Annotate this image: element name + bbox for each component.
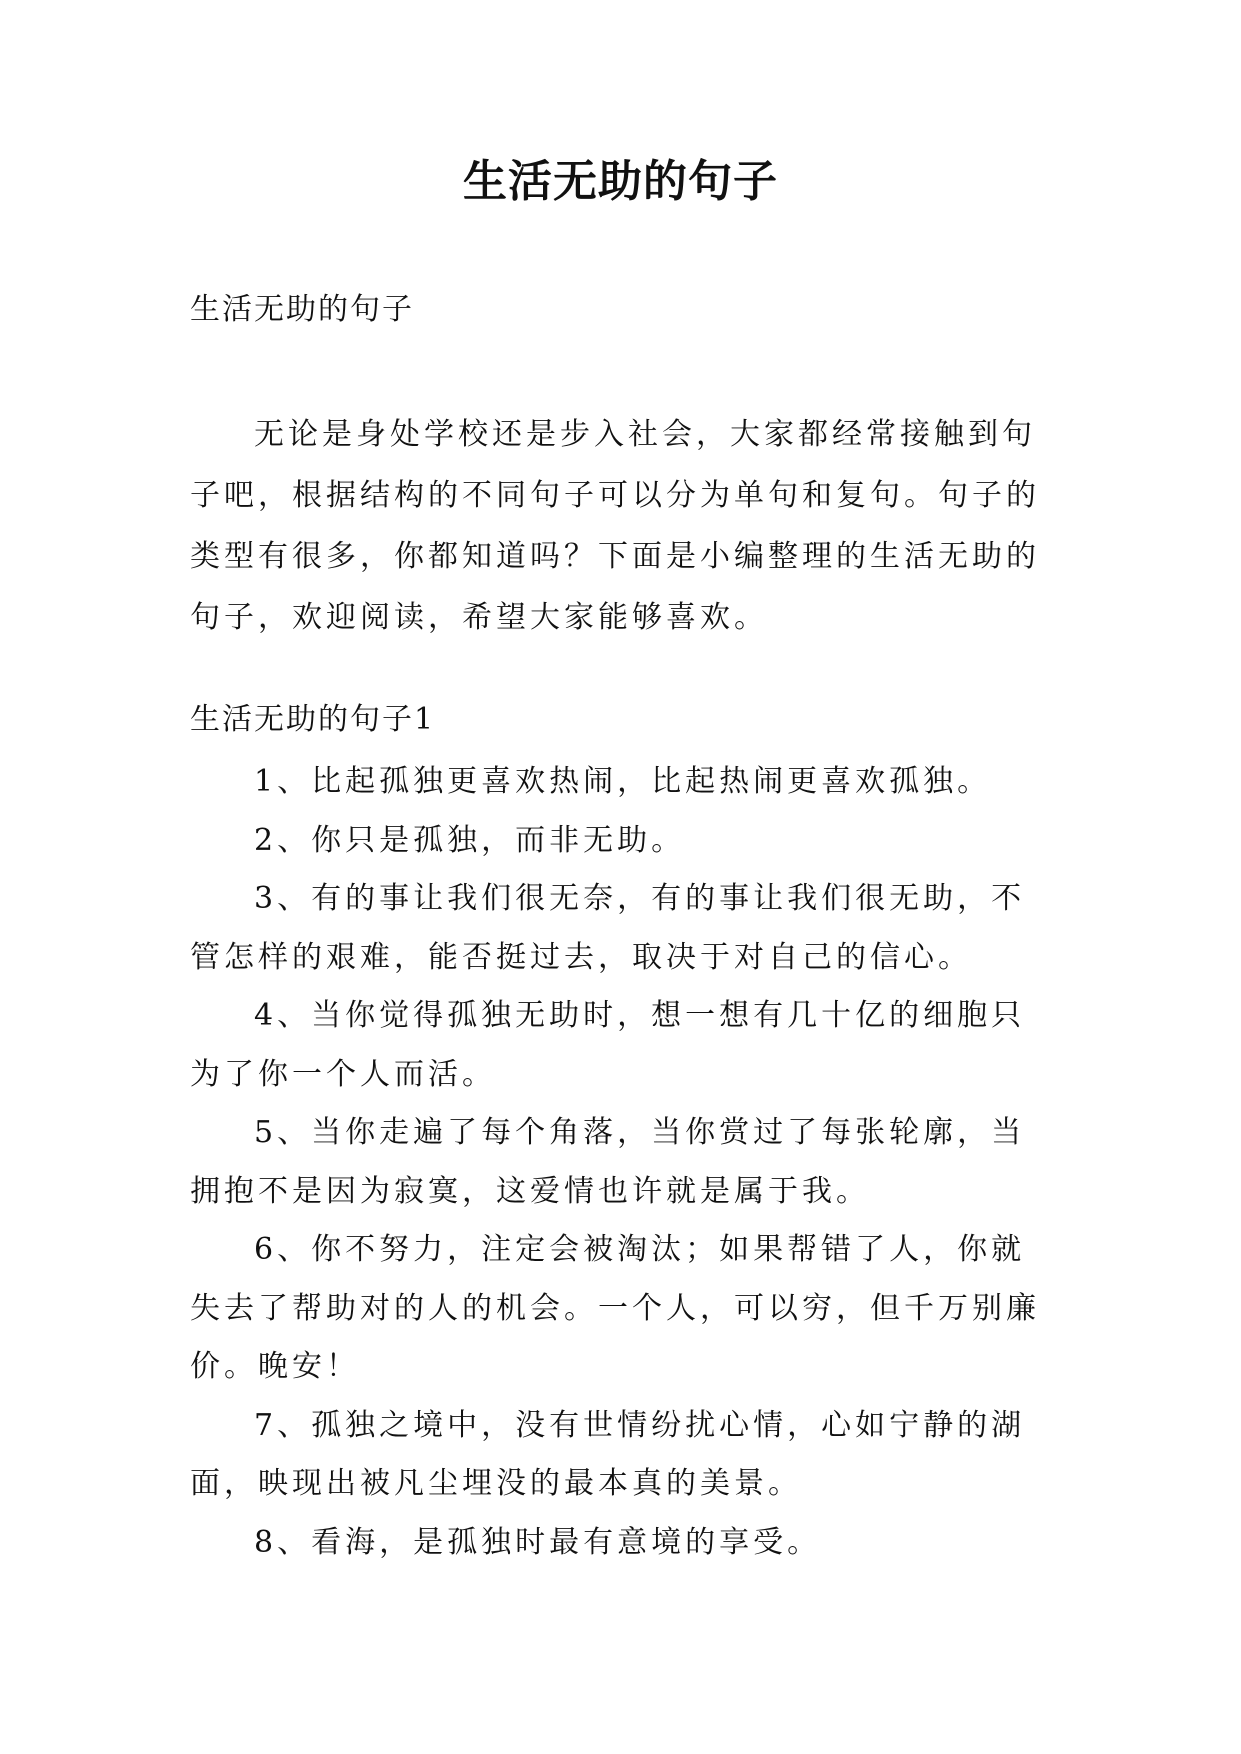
sentence-list xyxy=(190,753,1052,1572)
page-title: 生活无助的句子 xyxy=(463,156,778,207)
list-item: 6、你不努力，注定会被淘汰；如果帮错了人，你就失去了帮助对的人的机会。一个人，可以穷，但千万别廉价。晚安！ xyxy=(190,1232,1040,1384)
intro-paragraph: 无论是身处学校还是步入社会，大家都经常接触到句子吧，根据结构的不同句子可以分为单句和复句。句子的类型有很多，你都知道吗？下面是小编整理的生活无助的句子，欢迎阅读，希望大家能够喜欢。 xyxy=(190,417,1040,635)
list-item: 7、孤独之境中，没有世情纷扰心情，心如宁静的湖面，映现出被凡尘埋没的最本真的美景。 xyxy=(190,1407,1026,1501)
list-item: 4、当你觉得孤独无助时，想一想有几十亿的细胞只为了你一个人而活。 xyxy=(190,998,1026,1092)
list-item: 1、比起孤独更喜欢热闹，比起热闹更喜欢孤独。 xyxy=(254,764,992,799)
list-item: 3、有的事让我们很无奈，有的事让我们很无助，不管怎样的艰难，能否挺过去，取决于对自己的信心。 xyxy=(190,881,1026,975)
document-subtitle: 生活无助的句子 xyxy=(190,292,414,327)
list-item: 2、你只是孤独，而非无助。 xyxy=(254,822,686,858)
section-heading: 生活无助的句子1 xyxy=(190,702,436,737)
list-item: 5、当你走遍了每个角落，当你赏过了每张轮廓，当拥抱不是因为寂寞，这爱情也许就是属于我。 xyxy=(190,1115,1026,1209)
list-item: 8、看海，是孤独时最有意境的享受。 xyxy=(254,1524,822,1560)
